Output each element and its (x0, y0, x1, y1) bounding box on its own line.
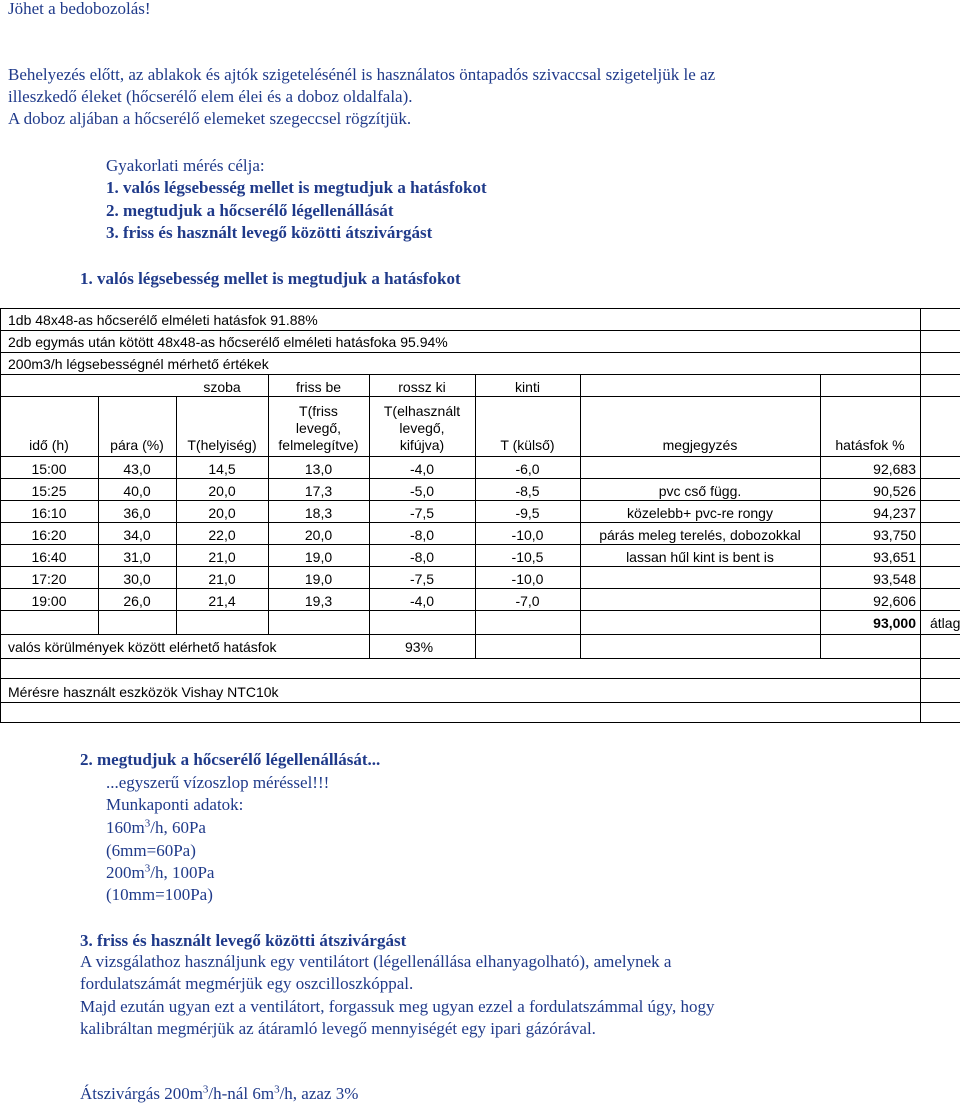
section-2-line: Munkaponti adatok: (106, 795, 244, 814)
cell-para: 26,0 (123, 593, 151, 609)
cell-hatasfok: 92,606 (873, 593, 916, 609)
cell-ido: 17:20 (31, 571, 67, 587)
cell-ido: 16:10 (31, 505, 67, 521)
cell-megjegyzes: közelebb+ pvc-re rongy (627, 505, 773, 521)
section-2-line: $200m^3/h$, 100Pa (106, 862, 215, 882)
col-header-hasznalt-2: levegő, (399, 420, 445, 436)
goal-item: 3. friss és használt levegő közötti átszivárgást (106, 223, 433, 242)
cell-helyiseg: 20,0 (208, 483, 236, 499)
page-link[interactable]: Jöhet a bedobozolás! (8, 0, 151, 18)
cell-helyiseg: 21,4 (208, 593, 236, 609)
cell-megjegyzes: párás meleg terelés, dobozokkal (599, 527, 801, 543)
group-header-rossz: rossz ki (398, 379, 446, 395)
group-header-kinti: kinti (515, 379, 540, 395)
intro-line-2: illeszkedő éleket (hőcserélő elem élei és a doboz oldalfala). (8, 87, 413, 106)
goal-item: 2. megtudjuk a hőcserélő légellenállását (106, 201, 394, 220)
section-2-line: (6mm=60Pa) (106, 841, 196, 860)
goals-heading: Gyakorlati mérés célja: (106, 156, 265, 175)
real-efficiency-label: valós körülmények között elérhető hatásfok (8, 639, 277, 655)
cell-kulso: -9,5 (515, 505, 540, 521)
cell-hatasfok: 92,683 (873, 461, 916, 477)
cell-para: 31,0 (123, 549, 151, 565)
cell-friss: 18,3 (304, 505, 333, 521)
section-3-paragraph: fordulatszámát megmérjük egy oszcilloszkóppal. (80, 974, 414, 993)
cell-kulso: -10,0 (511, 571, 544, 587)
tools-label: Mérésre használt eszközök Vishay NTC10k (8, 684, 279, 700)
real-efficiency-value: 93% (405, 639, 434, 655)
sheet-info-3: 200m3/h légsebességnél mérhető értékek (8, 356, 269, 372)
cell-friss: 17,3 (304, 483, 333, 499)
section-3-paragraph: kalibráltan megmérjük az átáramló levegő mennyiségét egy ipari gázórával. (80, 1019, 596, 1038)
cell-hasznalt: -5,0 (409, 483, 435, 499)
col-header-helyiseg: T(helyiség) (187, 437, 257, 453)
cell-helyiseg: 14,5 (208, 461, 236, 477)
cell-ido: 16:40 (31, 549, 67, 565)
section-2-line: ...egyszerű vízoszlop méréssel!!! (106, 773, 330, 792)
average-label: átlag (930, 615, 960, 631)
section-2-line: $160m^3/h$, 60Pa (106, 817, 206, 837)
cell-hasznalt: -8,0 (409, 527, 435, 543)
group-header-friss: friss be (295, 379, 342, 395)
col-header-hasznalt-3: kifújva) (399, 437, 445, 453)
cell-hasznalt: -8,0 (409, 549, 435, 565)
cell-hatasfok: 93,548 (873, 571, 916, 587)
group-header-szoba: szoba (203, 379, 241, 395)
cell-kulso: -8,5 (515, 483, 540, 499)
cell-friss: 20,0 (304, 527, 333, 543)
intro-line-3: A doboz aljában a hőcserélő elemeket szegeccsel rögzítjük. (8, 109, 412, 128)
col-header-hasznalt-1: T(elhasznált (383, 403, 461, 419)
col-header-friss-2: levegő, (295, 420, 342, 436)
cell-friss: 19,0 (304, 571, 333, 587)
cell-hasznalt: -7,5 (409, 571, 435, 587)
cell-para: 36,0 (123, 505, 151, 521)
section-2-line: (10mm=100Pa) (106, 885, 213, 904)
col-header-friss-3: felmelegítve) (278, 437, 359, 453)
cell-ido: 19:00 (31, 593, 67, 609)
cell-helyiseg: 22,0 (208, 527, 236, 543)
col-header-kulso: T (külső) (500, 437, 555, 453)
cell-hasznalt: -4,0 (409, 461, 435, 477)
cell-ido: 15:00 (31, 461, 67, 477)
cell-friss: 13,0 (304, 461, 333, 477)
cell-hatasfok: 90,526 (873, 483, 916, 499)
sheet-info-2: 2db egymás után kötött 48x48-as hőcserélő elméleti hatásfoka 95.94% (8, 334, 448, 350)
cell-hasznalt: -4,0 (409, 593, 435, 609)
cell-kulso: -10,0 (511, 527, 544, 543)
sheet-info-1: 1db 48x48-as hőcserélő elméleti hatásfok 91.88% (8, 312, 318, 328)
section-3-paragraph: A vizsgálathoz használjunk egy ventilátort (légellenállása elhanyagolható), amelynek a (80, 952, 672, 971)
cell-para: 30,0 (123, 571, 151, 587)
cell-friss: 19,0 (304, 549, 333, 565)
cell-megjegyzes: lassan hűl kint is bent is (626, 549, 774, 565)
col-header-megjegyzes: megjegyzés (662, 437, 738, 453)
col-header-ido: idő (h) (29, 437, 69, 453)
cell-kulso: -7,0 (515, 593, 540, 609)
intro-line-1: Behelyezés előtt, az ablakok és ajtók szigetelésénél is használatos öntapadós szivaccsal szigeteljük le az (8, 65, 716, 84)
cell-helyiseg: 21,0 (208, 571, 236, 587)
cell-hasznalt: -7,5 (409, 505, 435, 521)
average-value: 93,000 (873, 615, 916, 631)
cell-hatasfok: 93,651 (873, 549, 916, 565)
cell-para: 43,0 (123, 461, 151, 477)
cell-hatasfok: 93,750 (873, 527, 916, 543)
section-3-heading: 3. friss és használt levegő közötti átszivárgást (80, 931, 407, 950)
cell-para: 40,0 (123, 483, 151, 499)
col-header-hatasfok: hatásfok % (835, 437, 905, 453)
cell-kulso: -6,0 (515, 461, 540, 477)
section-2-heading: 2. megtudjuk a hőcserélő légellenállását... (80, 750, 381, 769)
cell-para: 34,0 (123, 527, 151, 543)
leakage-result: Átszivárgás $200m^3/h$-nál $6m^3/h$, azaz 3% (80, 1083, 359, 1103)
col-header-friss-1: T(friss (299, 403, 338, 419)
cell-hatasfok: 94,237 (873, 505, 916, 521)
cell-helyiseg: 20,0 (208, 505, 236, 521)
cell-helyiseg: 21,0 (208, 549, 236, 565)
section-3-paragraph: Majd ezután ugyan ezt a ventilátort, forgassuk meg ugyan ezzel a fordulatszámmal úgy, hogy (80, 997, 715, 1016)
cell-friss: 19,3 (304, 593, 333, 609)
cell-ido: 16:20 (31, 527, 67, 543)
cell-megjegyzes: pvc cső függ. (658, 483, 742, 499)
goal-item: 1. valós légsebesség mellet is megtudjuk a hatásfokot (106, 178, 487, 197)
cell-ido: 15:25 (31, 483, 67, 499)
measurement-sheet (0, 308, 960, 723)
section-1-heading: 1. valós légsebesség mellet is megtudjuk a hatásfokot (80, 269, 461, 288)
cell-kulso: -10,5 (511, 549, 544, 565)
col-header-para: pára (%) (110, 437, 164, 453)
